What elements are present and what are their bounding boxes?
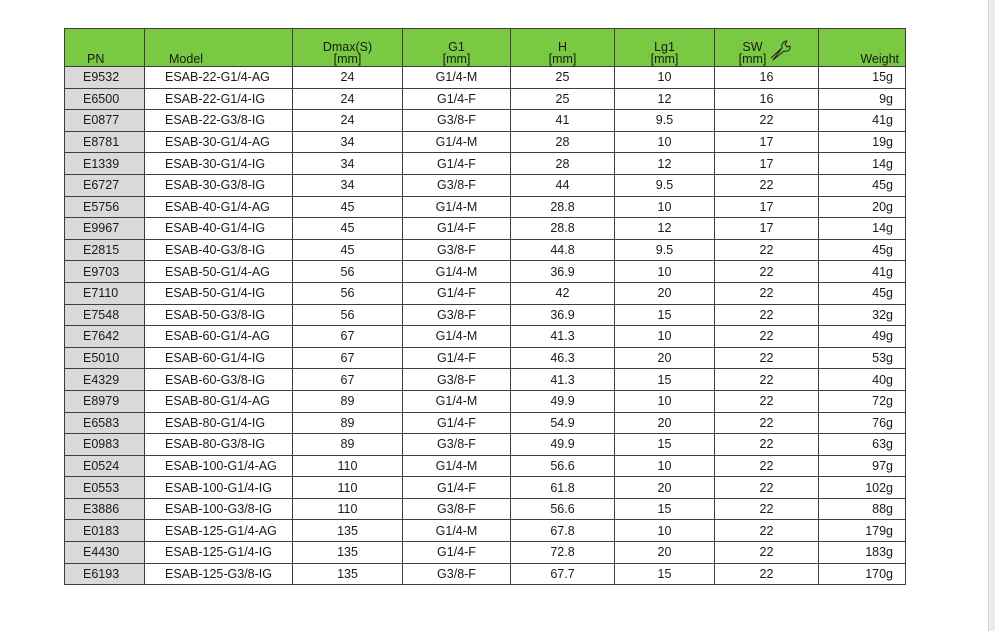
cell-h: 28.8 [511, 196, 615, 218]
spec-table [64, 28, 906, 585]
cell-pn: E7548 [65, 304, 145, 326]
cell-pn: E5010 [65, 347, 145, 369]
cell-dmax: 89 [293, 390, 403, 412]
table-row [65, 239, 906, 261]
cell-lg1: 10 [615, 390, 715, 412]
cell-dmax: 67 [293, 347, 403, 369]
cell-g1: G1/4-M [403, 326, 511, 348]
col-header-sw [715, 29, 819, 67]
cell-sw: 22 [715, 110, 819, 132]
cell-sw: 22 [715, 498, 819, 520]
cell-dmax: 67 [293, 369, 403, 391]
cell-g1: G1/4-F [403, 282, 511, 304]
cell-lg1: 10 [615, 326, 715, 348]
col-header-lg1 [615, 29, 715, 67]
cell-pn: E9703 [65, 261, 145, 283]
cell-model: ESAB-80-G3/8-IG [145, 434, 293, 456]
table-row [65, 153, 906, 175]
col-header-g1-unit: [mm] [442, 52, 471, 66]
cell-sw: 22 [715, 520, 819, 542]
cell-dmax: 89 [293, 412, 403, 434]
cell-model: ESAB-50-G1/4-AG [145, 261, 293, 283]
table-row [65, 412, 906, 434]
cell-sw: 22 [715, 542, 819, 564]
cell-model: ESAB-125-G1/4-IG [145, 542, 293, 564]
cell-model: ESAB-100-G3/8-IG [145, 498, 293, 520]
cell-g1: G3/8-F [403, 563, 511, 585]
cell-g1: G3/8-F [403, 304, 511, 326]
cell-h: 36.9 [511, 261, 615, 283]
cell-weight: 14g [819, 153, 906, 175]
table-row [65, 304, 906, 326]
cell-h: 28 [511, 131, 615, 153]
cell-h: 46.3 [511, 347, 615, 369]
cell-sw: 17 [715, 218, 819, 240]
cell-sw: 16 [715, 88, 819, 110]
col-header-model [145, 29, 293, 67]
table-row [65, 218, 906, 240]
cell-weight: 15g [819, 67, 906, 89]
table-row [65, 455, 906, 477]
col-header-dmax-unit: [mm] [333, 52, 362, 66]
cell-weight: 9g [819, 88, 906, 110]
cell-h: 44 [511, 174, 615, 196]
cell-model: ESAB-60-G3/8-IG [145, 369, 293, 391]
cell-h: 28 [511, 153, 615, 175]
cell-g1: G1/4-M [403, 520, 511, 542]
cell-weight: 45g [819, 239, 906, 261]
cell-model: ESAB-40-G3/8-IG [145, 239, 293, 261]
cell-lg1: 10 [615, 196, 715, 218]
cell-h: 67.8 [511, 520, 615, 542]
table-header [65, 29, 906, 67]
cell-sw: 22 [715, 261, 819, 283]
cell-weight: 14g [819, 218, 906, 240]
cell-model: ESAB-125-G3/8-IG [145, 563, 293, 585]
cell-weight: 49g [819, 326, 906, 348]
cell-g1: G3/8-F [403, 498, 511, 520]
cell-pn: E5756 [65, 196, 145, 218]
table-row [65, 326, 906, 348]
cell-pn: E4430 [65, 542, 145, 564]
table-row [65, 196, 906, 218]
cell-model: ESAB-30-G1/4-IG [145, 153, 293, 175]
cell-sw: 17 [715, 196, 819, 218]
col-header-weight [819, 29, 906, 67]
cell-lg1: 12 [615, 153, 715, 175]
table-row [65, 563, 906, 585]
cell-model: ESAB-80-G1/4-AG [145, 390, 293, 412]
cell-pn: E8781 [65, 131, 145, 153]
cell-model: ESAB-125-G1/4-AG [145, 520, 293, 542]
col-header-dmax [293, 29, 403, 67]
cell-lg1: 10 [615, 455, 715, 477]
cell-g1: G1/4-F [403, 477, 511, 499]
cell-dmax: 24 [293, 88, 403, 110]
cell-sw: 22 [715, 477, 819, 499]
cell-weight: 183g [819, 542, 906, 564]
cell-pn: E7110 [65, 282, 145, 304]
table-row [65, 434, 906, 456]
cell-sw: 22 [715, 434, 819, 456]
cell-model: ESAB-100-G1/4-IG [145, 477, 293, 499]
cell-lg1: 9.5 [615, 174, 715, 196]
table-row [65, 542, 906, 564]
cell-sw: 22 [715, 239, 819, 261]
cell-dmax: 45 [293, 218, 403, 240]
cell-weight: 72g [819, 390, 906, 412]
cell-sw: 22 [715, 412, 819, 434]
cell-model: ESAB-50-G1/4-IG [145, 282, 293, 304]
cell-model: ESAB-30-G1/4-AG [145, 131, 293, 153]
cell-h: 72.8 [511, 542, 615, 564]
cell-sw: 22 [715, 304, 819, 326]
cell-pn: E3886 [65, 498, 145, 520]
cell-weight: 76g [819, 412, 906, 434]
header-row [65, 29, 906, 67]
cell-model: ESAB-80-G1/4-IG [145, 412, 293, 434]
cell-weight: 45g [819, 174, 906, 196]
col-header-lg1-label: Lg1 [654, 40, 675, 54]
cell-model: ESAB-50-G3/8-IG [145, 304, 293, 326]
col-header-sw-unit: [mm] [738, 52, 767, 66]
cell-h: 41.3 [511, 326, 615, 348]
cell-sw: 22 [715, 369, 819, 391]
table-row [65, 520, 906, 542]
cell-dmax: 135 [293, 520, 403, 542]
cell-lg1: 9.5 [615, 110, 715, 132]
cell-g1: G3/8-F [403, 174, 511, 196]
cell-dmax: 24 [293, 110, 403, 132]
cell-weight: 19g [819, 131, 906, 153]
col-header-h-unit: [mm] [548, 52, 577, 66]
col-header-pn-label: PN [87, 52, 105, 66]
cell-h: 49.9 [511, 390, 615, 412]
cell-model: ESAB-22-G1/4-IG [145, 88, 293, 110]
cell-lg1: 20 [615, 347, 715, 369]
cell-model: ESAB-60-G1/4-IG [145, 347, 293, 369]
table-row [65, 131, 906, 153]
cell-sw: 22 [715, 563, 819, 585]
col-header-sw-text [739, 41, 767, 65]
cell-h: 36.9 [511, 304, 615, 326]
cell-weight: 63g [819, 434, 906, 456]
cell-dmax: 89 [293, 434, 403, 456]
cell-h: 25 [511, 88, 615, 110]
cell-g1: G1/4-F [403, 88, 511, 110]
table-body [65, 67, 906, 585]
cell-g1: G1/4-M [403, 196, 511, 218]
table-row [65, 282, 906, 304]
table-row [65, 477, 906, 499]
cell-weight: 53g [819, 347, 906, 369]
cell-pn: E8979 [65, 390, 145, 412]
cell-dmax: 45 [293, 239, 403, 261]
table-row [65, 88, 906, 110]
col-header-lg1-unit: [mm] [650, 52, 679, 66]
cell-pn: E0877 [65, 110, 145, 132]
cell-weight: 88g [819, 498, 906, 520]
cell-lg1: 20 [615, 477, 715, 499]
cell-g1: G1/4-M [403, 131, 511, 153]
cell-h: 41.3 [511, 369, 615, 391]
cell-model: ESAB-100-G1/4-AG [145, 455, 293, 477]
cell-model: ESAB-40-G1/4-AG [145, 196, 293, 218]
col-header-pn [65, 29, 145, 67]
cell-sw: 22 [715, 455, 819, 477]
cell-dmax: 110 [293, 498, 403, 520]
cell-h: 56.6 [511, 455, 615, 477]
cell-sw: 17 [715, 153, 819, 175]
cell-pn: E0983 [65, 434, 145, 456]
cell-weight: 170g [819, 563, 906, 585]
cell-h: 67.7 [511, 563, 615, 585]
cell-dmax: 56 [293, 282, 403, 304]
wrench-icon [768, 39, 794, 61]
col-header-sw-label: SW [742, 40, 763, 54]
cell-dmax: 110 [293, 477, 403, 499]
cell-weight: 40g [819, 369, 906, 391]
table-row [65, 390, 906, 412]
cell-sw: 22 [715, 282, 819, 304]
table-row [65, 369, 906, 391]
cell-weight: 41g [819, 261, 906, 283]
cell-lg1: 12 [615, 218, 715, 240]
cell-pn: E6727 [65, 174, 145, 196]
col-header-weight-label: Weight [860, 52, 899, 66]
cell-pn: E0524 [65, 455, 145, 477]
cell-dmax: 34 [293, 153, 403, 175]
cell-h: 41 [511, 110, 615, 132]
cell-pn: E6500 [65, 88, 145, 110]
cell-weight: 179g [819, 520, 906, 542]
table-row [65, 261, 906, 283]
cell-g1: G1/4-F [403, 347, 511, 369]
cell-sw: 16 [715, 67, 819, 89]
cell-lg1: 15 [615, 304, 715, 326]
cell-lg1: 9.5 [615, 239, 715, 261]
cell-pn: E6583 [65, 412, 145, 434]
cell-h: 44.8 [511, 239, 615, 261]
cell-lg1: 20 [615, 542, 715, 564]
cell-pn: E0553 [65, 477, 145, 499]
cell-g1: G1/4-M [403, 390, 511, 412]
cell-dmax: 34 [293, 131, 403, 153]
col-header-dmax-label: Dmax(S) [322, 40, 373, 54]
cell-pn: E2815 [65, 239, 145, 261]
cell-dmax: 67 [293, 326, 403, 348]
cell-h: 49.9 [511, 434, 615, 456]
cell-g1: G3/8-F [403, 434, 511, 456]
table-row [65, 110, 906, 132]
cell-sw: 22 [715, 347, 819, 369]
cell-sw: 22 [715, 390, 819, 412]
cell-model: ESAB-22-G1/4-AG [145, 67, 293, 89]
cell-model: ESAB-60-G1/4-AG [145, 326, 293, 348]
cell-weight: 32g [819, 304, 906, 326]
table-row [65, 67, 906, 89]
cell-h: 61.8 [511, 477, 615, 499]
cell-lg1: 15 [615, 563, 715, 585]
cell-pn: E1339 [65, 153, 145, 175]
cell-lg1: 20 [615, 412, 715, 434]
cell-weight: 102g [819, 477, 906, 499]
col-header-g1-label: G1 [448, 40, 465, 54]
cell-pn: E6193 [65, 563, 145, 585]
cell-g1: G1/4-M [403, 67, 511, 89]
cell-lg1: 10 [615, 131, 715, 153]
cell-dmax: 56 [293, 304, 403, 326]
cell-g1: G1/4-F [403, 218, 511, 240]
cell-h: 28.8 [511, 218, 615, 240]
cell-h: 54.9 [511, 412, 615, 434]
cell-pn: E0183 [65, 520, 145, 542]
cell-weight: 97g [819, 455, 906, 477]
cell-dmax: 45 [293, 196, 403, 218]
cell-lg1: 15 [615, 434, 715, 456]
cell-g1: G1/4-M [403, 261, 511, 283]
table-row [65, 174, 906, 196]
cell-model: ESAB-40-G1/4-IG [145, 218, 293, 240]
scrollbar-edge[interactable] [988, 0, 995, 631]
cell-dmax: 24 [293, 67, 403, 89]
table-row [65, 347, 906, 369]
cell-pn: E9532 [65, 67, 145, 89]
cell-dmax: 135 [293, 542, 403, 564]
col-header-h [511, 29, 615, 67]
col-header-sw-wrap [739, 41, 795, 65]
col-header-g1 [403, 29, 511, 67]
cell-model: ESAB-30-G3/8-IG [145, 174, 293, 196]
cell-h: 25 [511, 67, 615, 89]
cell-dmax: 110 [293, 455, 403, 477]
cell-lg1: 10 [615, 261, 715, 283]
cell-pn: E7642 [65, 326, 145, 348]
cell-weight: 20g [819, 196, 906, 218]
col-header-model-label: Model [169, 52, 204, 66]
cell-g1: G3/8-F [403, 110, 511, 132]
cell-pn: E4329 [65, 369, 145, 391]
cell-g1: G1/4-M [403, 455, 511, 477]
cell-lg1: 20 [615, 282, 715, 304]
cell-dmax: 135 [293, 563, 403, 585]
cell-dmax: 34 [293, 174, 403, 196]
cell-sw: 22 [715, 174, 819, 196]
cell-weight: 45g [819, 282, 906, 304]
cell-weight: 41g [819, 110, 906, 132]
cell-g1: G3/8-F [403, 239, 511, 261]
cell-dmax: 56 [293, 261, 403, 283]
cell-g1: G1/4-F [403, 542, 511, 564]
cell-pn: E9967 [65, 218, 145, 240]
cell-lg1: 10 [615, 520, 715, 542]
cell-sw: 22 [715, 326, 819, 348]
col-header-h-label: H [557, 40, 568, 54]
cell-g1: G3/8-F [403, 369, 511, 391]
cell-lg1: 15 [615, 369, 715, 391]
cell-lg1: 15 [615, 498, 715, 520]
cell-g1: G1/4-F [403, 412, 511, 434]
cell-sw: 17 [715, 131, 819, 153]
cell-model: ESAB-22-G3/8-IG [145, 110, 293, 132]
cell-h: 56.6 [511, 498, 615, 520]
cell-g1: G1/4-F [403, 153, 511, 175]
table-row [65, 498, 906, 520]
cell-lg1: 12 [615, 88, 715, 110]
cell-lg1: 10 [615, 67, 715, 89]
cell-h: 42 [511, 282, 615, 304]
